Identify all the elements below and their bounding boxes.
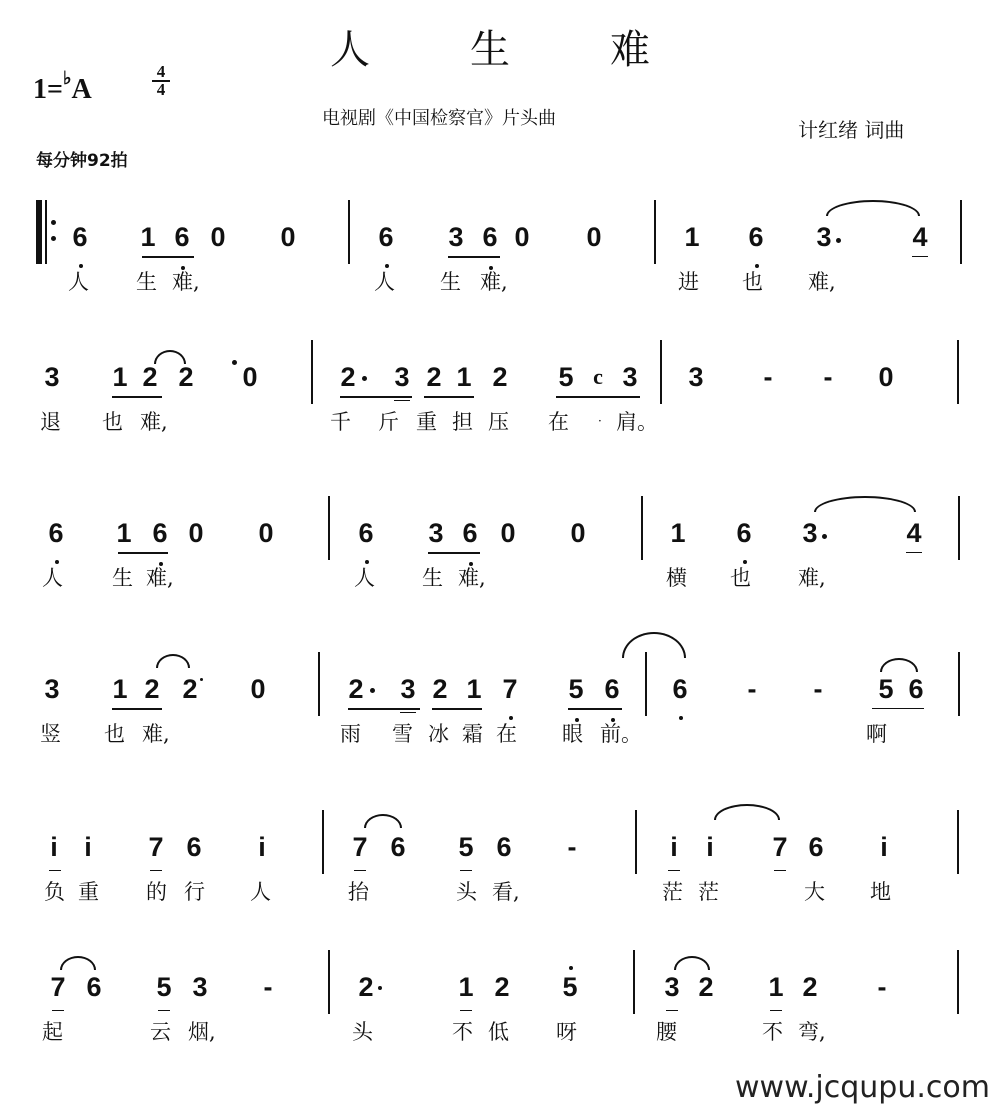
underline-sixteenth: [912, 256, 928, 257]
note: 1: [112, 362, 128, 392]
lyric: 呀: [556, 1020, 577, 1044]
underline-sixteenth: [354, 870, 366, 871]
lyric: 难,: [142, 722, 170, 746]
note: 3: [428, 518, 444, 548]
note: 6: [908, 674, 924, 704]
note: 3: [448, 222, 464, 252]
underline-eighth: [568, 708, 622, 710]
lyric: 行: [184, 880, 205, 904]
lyric: 冰: [428, 722, 449, 746]
lyric: 啊: [866, 722, 887, 746]
note: 6: [86, 972, 102, 1002]
lyric: 生: [112, 566, 133, 590]
note: 2: [432, 674, 448, 704]
lyric: 生: [440, 270, 461, 294]
lyric: 难,: [798, 566, 826, 590]
lyric: 大: [804, 880, 825, 904]
note: 2: [802, 972, 818, 1002]
note: 3: [400, 674, 416, 704]
lyric: 肩。: [616, 410, 658, 434]
lyric: 前。: [600, 722, 642, 746]
flat-icon: ♭: [62, 68, 72, 88]
note: i: [258, 832, 266, 862]
lyric: 茫: [698, 880, 719, 904]
note: 0: [280, 222, 296, 252]
barline: [645, 652, 647, 716]
staff-row-6: [0, 972, 1000, 1072]
subtitle: 电视剧《中国检察官》片头曲: [322, 108, 556, 129]
lyric: 退: [40, 410, 61, 434]
slur: [60, 956, 96, 970]
note: 7: [500, 674, 520, 704]
time-sig-top: 4: [156, 62, 166, 81]
lyric: 头: [456, 880, 477, 904]
lyric: 难,: [458, 566, 486, 590]
lyric: 腰: [656, 1020, 677, 1044]
note: 5: [878, 674, 894, 704]
augmentation-dot: [370, 688, 375, 693]
note: 7: [772, 832, 788, 862]
note: 2: [142, 362, 158, 392]
lyric: 人: [374, 270, 395, 294]
lyric: 难,: [140, 410, 168, 434]
note: 3: [688, 362, 704, 392]
note: 0: [188, 518, 204, 548]
underline-eighth: [118, 552, 168, 554]
note: 0: [210, 222, 226, 252]
note: 6: [734, 518, 754, 548]
underline-sixteenth: [666, 1010, 678, 1011]
augmentation-dot: [378, 986, 382, 990]
lyric: 雪: [392, 722, 413, 746]
lyric: 负: [44, 880, 65, 904]
note: 1: [684, 222, 700, 252]
note: 6: [460, 518, 480, 548]
note: 1: [140, 222, 156, 252]
barline: [311, 340, 313, 404]
title-char: 生: [470, 27, 510, 73]
note: 6: [480, 222, 500, 252]
note: 7: [50, 972, 66, 1002]
barline: [318, 652, 320, 716]
barline: [957, 810, 959, 874]
lyric: 不: [762, 1020, 783, 1044]
underline-sixteenth: [400, 712, 416, 713]
note: 5: [558, 362, 574, 392]
title-char: 难: [610, 27, 650, 73]
lyric: 地: [870, 880, 891, 904]
barline: [641, 496, 643, 560]
underline-sixteenth: [774, 870, 786, 871]
lyric: 千: [330, 410, 351, 434]
underline-sixteenth: [52, 1010, 64, 1011]
note: 2: [494, 972, 510, 1002]
note: 0: [878, 362, 894, 392]
note: 2: [340, 362, 356, 392]
slur: [880, 658, 918, 672]
note: 4: [912, 222, 928, 252]
note: 0: [250, 674, 266, 704]
staff-row-3: [0, 518, 1000, 618]
lyric: 横: [666, 566, 687, 590]
staff-row-4: [0, 674, 1000, 774]
underline-sixteenth: [150, 870, 162, 871]
slur: [622, 632, 686, 658]
barline: [328, 496, 330, 560]
lyric: 重: [78, 880, 99, 904]
note: 3: [44, 674, 60, 704]
lyric: 竖: [40, 722, 61, 746]
title-char: 人: [330, 27, 370, 73]
barline: [957, 950, 959, 1014]
lyric: 难,: [172, 270, 200, 294]
note: 2: [182, 674, 198, 704]
lyric: 雨: [340, 722, 361, 746]
note: 6: [150, 518, 170, 548]
lyric: 担: [452, 410, 473, 434]
underline-sixteenth: [460, 1010, 472, 1011]
note: -: [567, 832, 577, 862]
lyric: 在: [496, 722, 517, 746]
note: i: [670, 832, 678, 862]
note: 2: [348, 674, 364, 704]
note: 7: [148, 832, 164, 862]
barline: [348, 200, 350, 264]
note: 1: [670, 518, 686, 548]
note: 2: [178, 362, 194, 392]
lyric: 也: [730, 566, 751, 590]
barline: [633, 950, 635, 1014]
staff-row-2: [0, 362, 1000, 462]
lyric: 弯,: [798, 1020, 826, 1044]
underline-eighth: [340, 396, 412, 398]
underline-eighth: [556, 396, 640, 398]
underline-eighth: [424, 396, 474, 398]
note: 5: [560, 972, 580, 1002]
note: 7: [352, 832, 368, 862]
note: 0: [586, 222, 602, 252]
time-sig-bottom: 4: [156, 80, 166, 99]
lyric: 人: [250, 880, 271, 904]
note: 6: [356, 518, 376, 548]
staff-row-5: [0, 832, 1000, 932]
barline: [660, 340, 662, 404]
tempo-marking: 每分钟92拍: [36, 151, 128, 171]
key-signature: [33, 68, 92, 106]
song-title: [330, 18, 650, 75]
lyric: 烟,: [188, 1020, 216, 1044]
lyric: 难,: [146, 566, 174, 590]
note: 6: [70, 222, 90, 252]
lyric: 也: [742, 270, 763, 294]
tie: [156, 654, 190, 668]
note: 3: [802, 518, 818, 548]
note: 2: [698, 972, 714, 1002]
lyric: 起: [42, 1020, 63, 1044]
note: 1: [768, 972, 784, 1002]
note: -: [263, 972, 273, 1002]
barline: [635, 810, 637, 874]
underline-sixteenth: [158, 1010, 170, 1011]
note: i: [706, 832, 714, 862]
note: 3: [192, 972, 208, 1002]
dot-mark: [232, 360, 237, 365]
note: -: [747, 674, 757, 704]
note: 6: [390, 832, 406, 862]
note: 3: [816, 222, 832, 252]
underline-eighth: [112, 396, 162, 398]
lyric: 也: [104, 722, 125, 746]
author-credit: 计红绪 词曲: [798, 118, 905, 142]
note: 1: [458, 972, 474, 1002]
note: 2: [492, 362, 508, 392]
lyric: 生: [422, 566, 443, 590]
lyric: 低: [488, 1020, 509, 1044]
augmentation-dot: [362, 376, 367, 381]
underline-sixteenth: [394, 400, 410, 401]
lyric: 看,: [492, 880, 520, 904]
lyric: 在: [548, 410, 569, 434]
lyric: 压: [488, 410, 509, 434]
lyric: 的: [146, 880, 167, 904]
underline-eighth: [112, 708, 162, 710]
note: -: [823, 362, 833, 392]
note: i: [880, 832, 888, 862]
barline: [960, 200, 962, 264]
underline-eighth: [872, 708, 924, 709]
note: 0: [500, 518, 516, 548]
barline: [328, 950, 330, 1014]
note: 2: [358, 972, 374, 1002]
augmentation-dot: [822, 534, 827, 539]
note: 5: [566, 674, 586, 704]
time-signature: [152, 64, 170, 98]
underline-sixteenth: [906, 552, 922, 553]
key-prefix: 1=: [33, 74, 63, 105]
note-grace: c: [593, 364, 603, 389]
lyric: 也: [102, 410, 123, 434]
lyric: 斤: [378, 410, 399, 434]
note: 1: [112, 674, 128, 704]
underline-eighth: [448, 256, 500, 258]
dot-mark: [200, 678, 203, 681]
note: -: [813, 674, 823, 704]
lyric: 难,: [480, 270, 508, 294]
watermark: www.jcqupu.com: [735, 1070, 990, 1105]
underline-sixteenth: [49, 870, 61, 871]
lyric: 抬: [348, 880, 369, 904]
note: 0: [514, 222, 530, 252]
note: 6: [746, 222, 766, 252]
slur: [714, 804, 780, 820]
note: 6: [602, 674, 622, 704]
lyric: 茫: [662, 880, 683, 904]
slur: [814, 496, 916, 512]
note: 1: [116, 518, 132, 548]
slur: [826, 200, 920, 216]
lyric: 霜: [462, 722, 483, 746]
barline: [322, 810, 324, 874]
underline-eighth: [428, 552, 480, 554]
staff-row-1: [0, 222, 1000, 322]
note: 3: [664, 972, 680, 1002]
note: 6: [172, 222, 192, 252]
lyric: 进: [678, 270, 699, 294]
note: i: [84, 832, 92, 862]
lyric: 生: [136, 270, 157, 294]
note: 6: [496, 832, 512, 862]
note: 0: [242, 362, 258, 392]
underline-eighth: [432, 708, 482, 710]
underline-sixteenth: [770, 1010, 782, 1011]
note: 5: [458, 832, 474, 862]
lyric: 不: [452, 1020, 473, 1044]
barline: [958, 652, 960, 716]
note: 6: [808, 832, 824, 862]
lyric: 头: [352, 1020, 373, 1044]
barline: [957, 340, 959, 404]
note: i: [50, 832, 58, 862]
note: -: [763, 362, 773, 392]
underline-eighth: [142, 256, 194, 258]
note: 5: [156, 972, 172, 1002]
underline-sixteenth: [668, 870, 680, 871]
key-note: A: [71, 74, 92, 105]
note: 6: [670, 674, 690, 704]
augmentation-dot: [836, 238, 841, 243]
lyric: 人: [42, 566, 63, 590]
note: 3: [622, 362, 638, 392]
slur: [364, 814, 402, 828]
note: 3: [394, 362, 410, 392]
note: 1: [466, 674, 482, 704]
underline-sixteenth: [460, 870, 472, 871]
lyric-mark: ·: [598, 414, 602, 428]
lyric: 人: [68, 270, 89, 294]
note: 0: [258, 518, 274, 548]
note: 3: [44, 362, 60, 392]
lyric: 重: [416, 410, 437, 434]
note: 6: [376, 222, 396, 252]
note: 1: [456, 362, 472, 392]
note: 6: [46, 518, 66, 548]
note: -: [877, 972, 887, 1002]
lyric: 难,: [808, 270, 836, 294]
note: 2: [144, 674, 160, 704]
barline: [654, 200, 656, 264]
lyric: 云: [150, 1020, 171, 1044]
note: 4: [906, 518, 922, 548]
note: 6: [186, 832, 202, 862]
note: 2: [426, 362, 442, 392]
lyric: 眼: [562, 722, 583, 746]
underline-eighth: [348, 708, 420, 710]
slur: [674, 956, 710, 970]
note: 0: [570, 518, 586, 548]
barline: [958, 496, 960, 560]
lyric: 人: [354, 566, 375, 590]
